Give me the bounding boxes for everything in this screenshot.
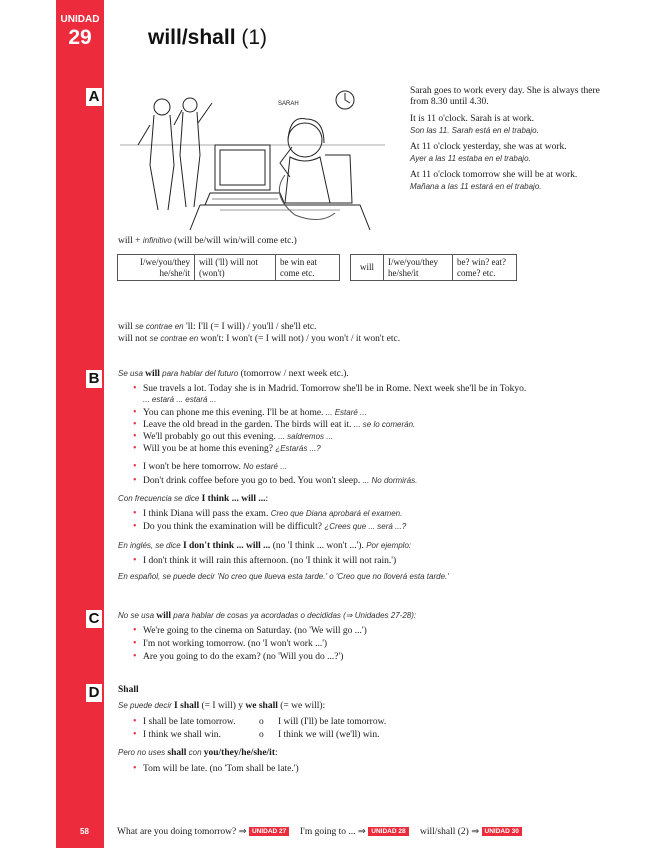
d-last-item: • Tom will be late. (no 'Tom shall be late.') (143, 763, 299, 775)
sarah-caption: SARAH (278, 101, 299, 107)
affirmative-table (117, 254, 340, 281)
a-para-3: At 11 o'clock yesterday, she was at work. (410, 142, 567, 152)
b-item-2: • You can phone me this evening. I'll be at home. ... Estaré ... (143, 407, 367, 419)
unit-30-badge: UNIDAD 30 (482, 827, 522, 836)
footer-ref-3[interactable]: will/shall (2) ⇒ UNIDAD 30 (420, 826, 522, 837)
d-pair-1-left: • I shall be late tomorrow. (143, 716, 236, 728)
a-para-1: Sarah goes to work every day. She is always there from 8.30 until 4.30. (410, 86, 600, 107)
unit-28-badge: UNIDAD 28 (368, 827, 408, 836)
c-item-2: • I'm not working tomorrow. (no 'I won't work ...') (143, 638, 327, 650)
table2-verbs: be? win? eat? come? etc. (453, 255, 517, 281)
d-pair-2-left: • I think we shall win. (143, 729, 221, 741)
red-sidebar (56, 0, 104, 848)
will-formula: will + infinitivo (will be/will win/will come etc.) (118, 236, 297, 246)
d-but-note: Pero no uses shall con you/they/he/she/it: (118, 748, 278, 758)
question-table (350, 254, 517, 281)
unit-number: 29 (68, 26, 92, 49)
b-spanish-note: En español, se puede decir 'No creo que llueva esta tarde.' o 'Creo que no lloverá esta tarde.' (118, 572, 449, 581)
b-item-1-es: ... estará ... estará ... (143, 395, 217, 404)
table1-verbs: be win eat come etc. (276, 255, 340, 281)
table2-subjects: I/we/you/they he/she/it (384, 255, 453, 281)
section-letter-c: C (86, 610, 102, 628)
a-para-4: At 11 o'clock tomorrow she will be at work. (410, 170, 578, 180)
title-main: will/shall (148, 26, 236, 49)
b-think-item-2: • Do you think the examination will be difficult? ¿Crees que ... será ...? (143, 521, 406, 533)
b-intro: Se usa will para hablar del futuro (tomorrow / next week etc.). (118, 369, 349, 379)
b-think-item-1: • I think Diana will pass the exam. Creo que Diana aprobará el examen. (143, 508, 402, 520)
d-pair-1-right: I will (I'll) be late tomorrow. (278, 717, 387, 727)
section-letter-a: A (86, 88, 102, 106)
c-item-3: • Are you going to do the exam? (no 'Will you do ...?') (143, 651, 343, 663)
contraction-note-1: will se contrae en 'll: I'll (= I will) / you'll / she'll etc. (118, 322, 317, 332)
a-para-2-es: Son las 11. Sarah está en el trabajo. (410, 126, 539, 135)
b-item-7: • Don't drink coffee before you go to bed. You won't sleep. ... No dormirás. (143, 475, 417, 487)
a-para-4-es: Mañana a las 11 estará en el trabajo. (410, 182, 542, 191)
unit-label: UNIDAD (60, 14, 100, 25)
a-para-2: It is 11 o'clock. Sarah is at work. (410, 114, 535, 124)
title-number: (1) (241, 26, 268, 49)
table1-subjects: I/we/you/they he/she/it (118, 255, 195, 281)
office-illustration (120, 85, 385, 230)
b-item-5: • Will you be at home this evening? ¿Estarás ...? (143, 443, 321, 455)
b-item-3: • Leave the old bread in the garden. The birds will eat it. ... se lo comerán. (143, 419, 415, 431)
a-para-3-es: Ayer a las 11 estaba en el trabajo. (410, 154, 531, 163)
unit-27-badge: UNIDAD 27 (249, 827, 289, 836)
b-english-item: • I don't think it will rain this afternoon. (no 'I think it will not rain.') (143, 555, 396, 567)
footer-ref-1[interactable]: What are you doing tomorrow? ⇒ UNIDAD 27 (117, 826, 289, 837)
page-title (148, 26, 267, 50)
b-item-1: • Sue travels a lot. Today she is in Madrid. Tomorrow she'll be in Rome. Next week she'll be in Tokyo. (143, 383, 526, 395)
d-intro: Se puede decir I shall (= I will) y we shall (= we will): (118, 701, 326, 711)
d-heading: Shall (118, 685, 139, 695)
table2-will: will (351, 255, 384, 281)
d-pair-2-o: o (259, 730, 264, 740)
b-item-6: • I won't be here tomorrow. No estaré ... (143, 461, 287, 473)
contraction-note-2: will not se contrae en won't: I won't (= I will not) / you won't / it won't etc. (118, 334, 401, 344)
d-pair-2-right: I think we will (we'll) win. (278, 730, 380, 740)
footer-ref-2[interactable]: I'm going to ... ⇒ UNIDAD 28 (300, 826, 409, 837)
c-intro: No se usa will para hablar de cosas ya acordadas o decididas (⇒ Unidades 27-28): (118, 611, 417, 621)
section-letter-d: D (86, 684, 102, 702)
section-a-text (410, 86, 615, 198)
d-pair-1-o: o (259, 717, 264, 727)
b-think-intro: Con frecuencia se dice I think ... will ...: (118, 494, 269, 504)
page-number: 58 (80, 827, 89, 836)
b-english-note: En inglés, se dice I don't think ... will ... (no 'I think ... won't ...'). Por ejemplo: (118, 541, 412, 551)
table1-will: will ('ll) will not (won't) (195, 255, 276, 281)
b-item-4: • We'll probably go out this evening. ... saldremos ... (143, 431, 333, 443)
section-letter-b: B (86, 370, 102, 388)
c-item-1: • We're going to the cinema on Saturday. (no 'We will go ...') (143, 625, 367, 637)
